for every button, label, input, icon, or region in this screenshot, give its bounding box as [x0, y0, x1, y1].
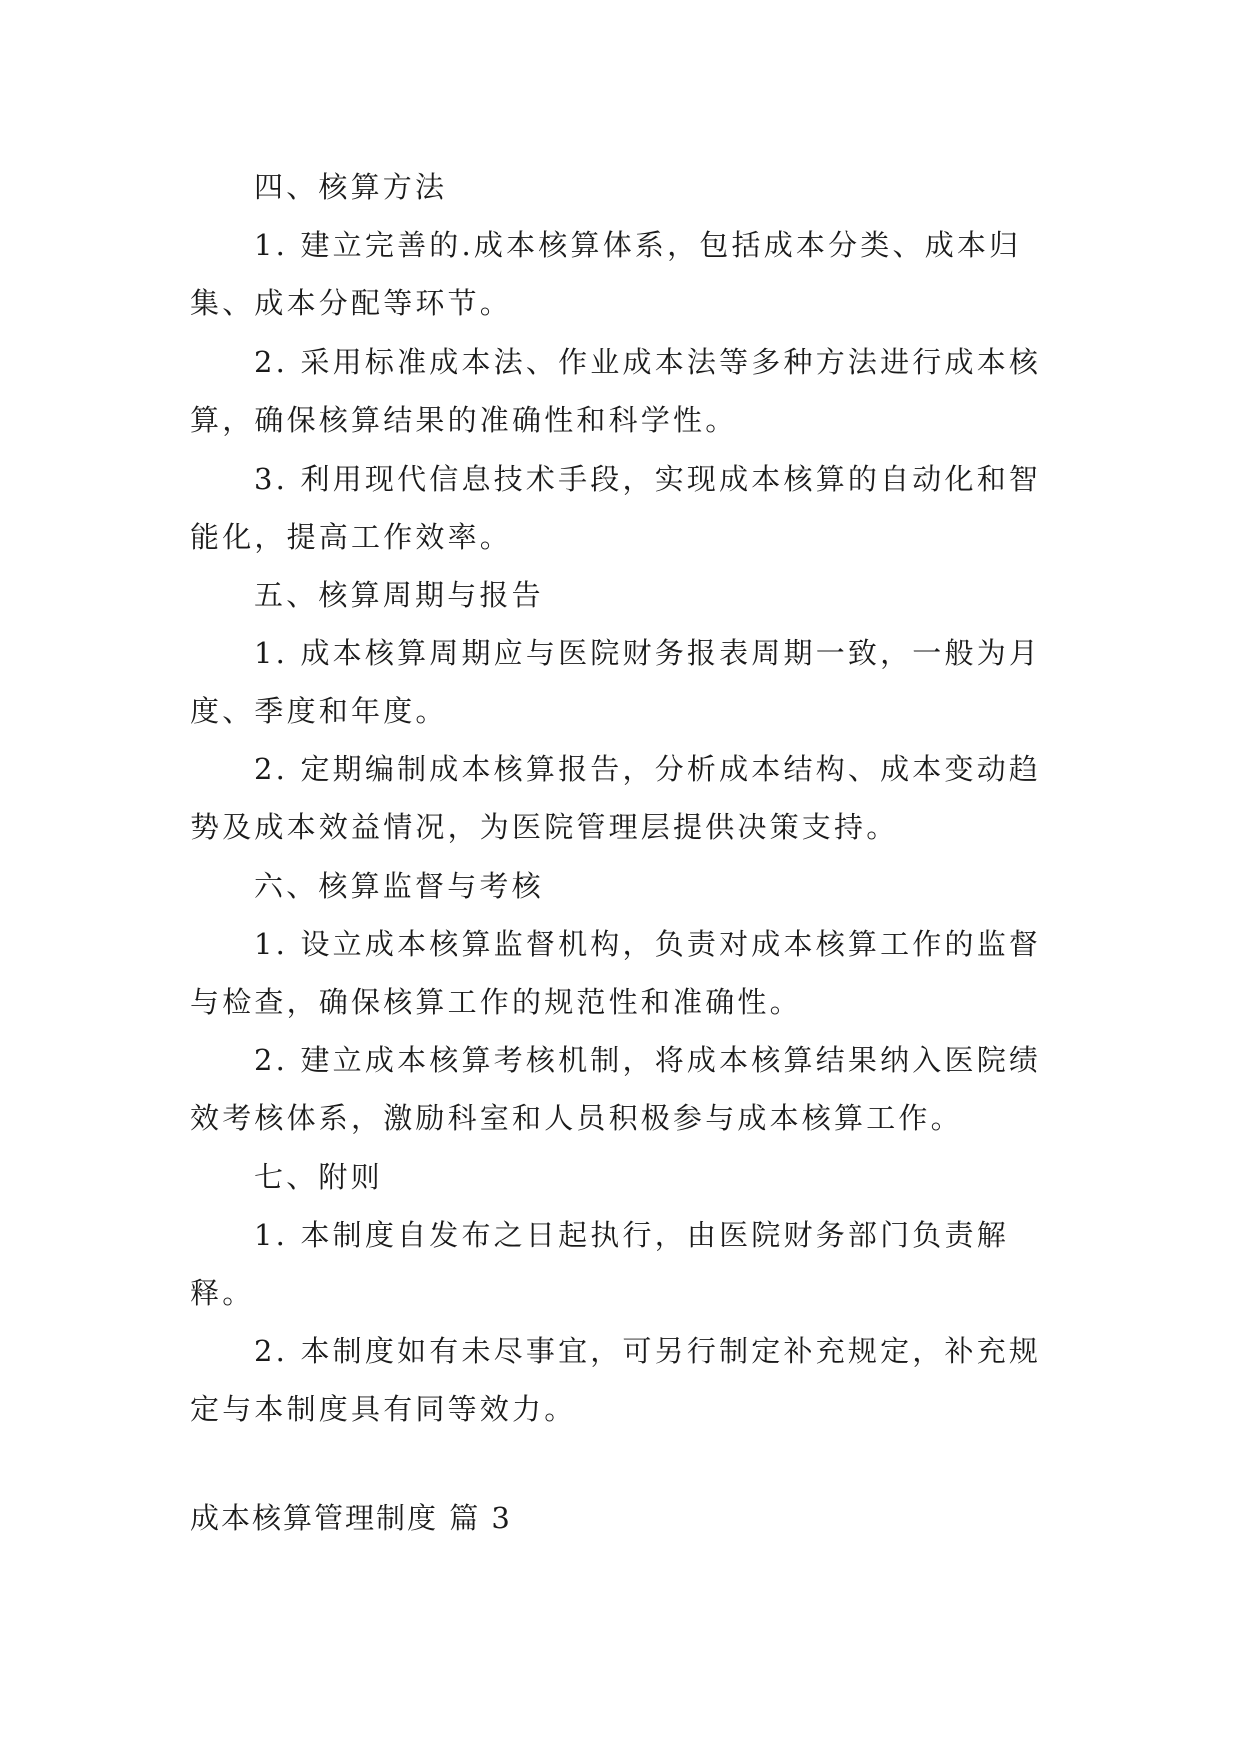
- section-heading-7: 七、附则: [254, 1160, 383, 1194]
- paragraph-5-1: 1. 成本核算周期应与医院财务报表周期一致，一般为月度、季度和年度。: [190, 636, 1042, 728]
- paragraph-7-2: 2. 本制度如有未尽事宜，可另行制定补充规定，补充规定与本制度具有同等效力。: [190, 1334, 1042, 1426]
- section-heading-4: 四、核算方法: [254, 170, 448, 204]
- section-heading-6: 六、核算监督与考核: [254, 869, 544, 903]
- paragraph-6-1: 1. 设立成本核算监督机构，负责对成本核算工作的监督与检查，确保核算工作的规范性和准确性。: [190, 927, 1042, 1019]
- paragraph-5-2: 2. 定期编制成本核算报告，分析成本结构、成本变动趋势及成本效益情况，为医院管理层提供决策支持。: [190, 752, 1042, 844]
- section-heading-5: 五、核算周期与报告: [254, 578, 544, 612]
- paragraph-6-2: 2. 建立成本核算考核机制，将成本核算结果纳入医院绩效考核体系，激励科室和人员积极参与成本核算工作。: [190, 1043, 1042, 1135]
- paragraph-4-2: 2. 采用标准成本法、作业成本法等多种方法进行成本核算，确保核算结果的准确性和科学性。: [190, 345, 1042, 437]
- paragraph-4-3: 3. 利用现代信息技术手段，实现成本核算的自动化和智能化，提高工作效率。: [190, 462, 1042, 554]
- next-section-title: 成本核算管理制度 篇 3: [190, 1501, 512, 1535]
- paragraph-4-1: 1. 建立完善的.成本核算体系，包括成本分类、成本归集、成本分配等环节。: [190, 228, 1022, 320]
- paragraph-7-1: 1. 本制度自发布之日起执行，由医院财务部门负责解释。: [190, 1218, 1009, 1310]
